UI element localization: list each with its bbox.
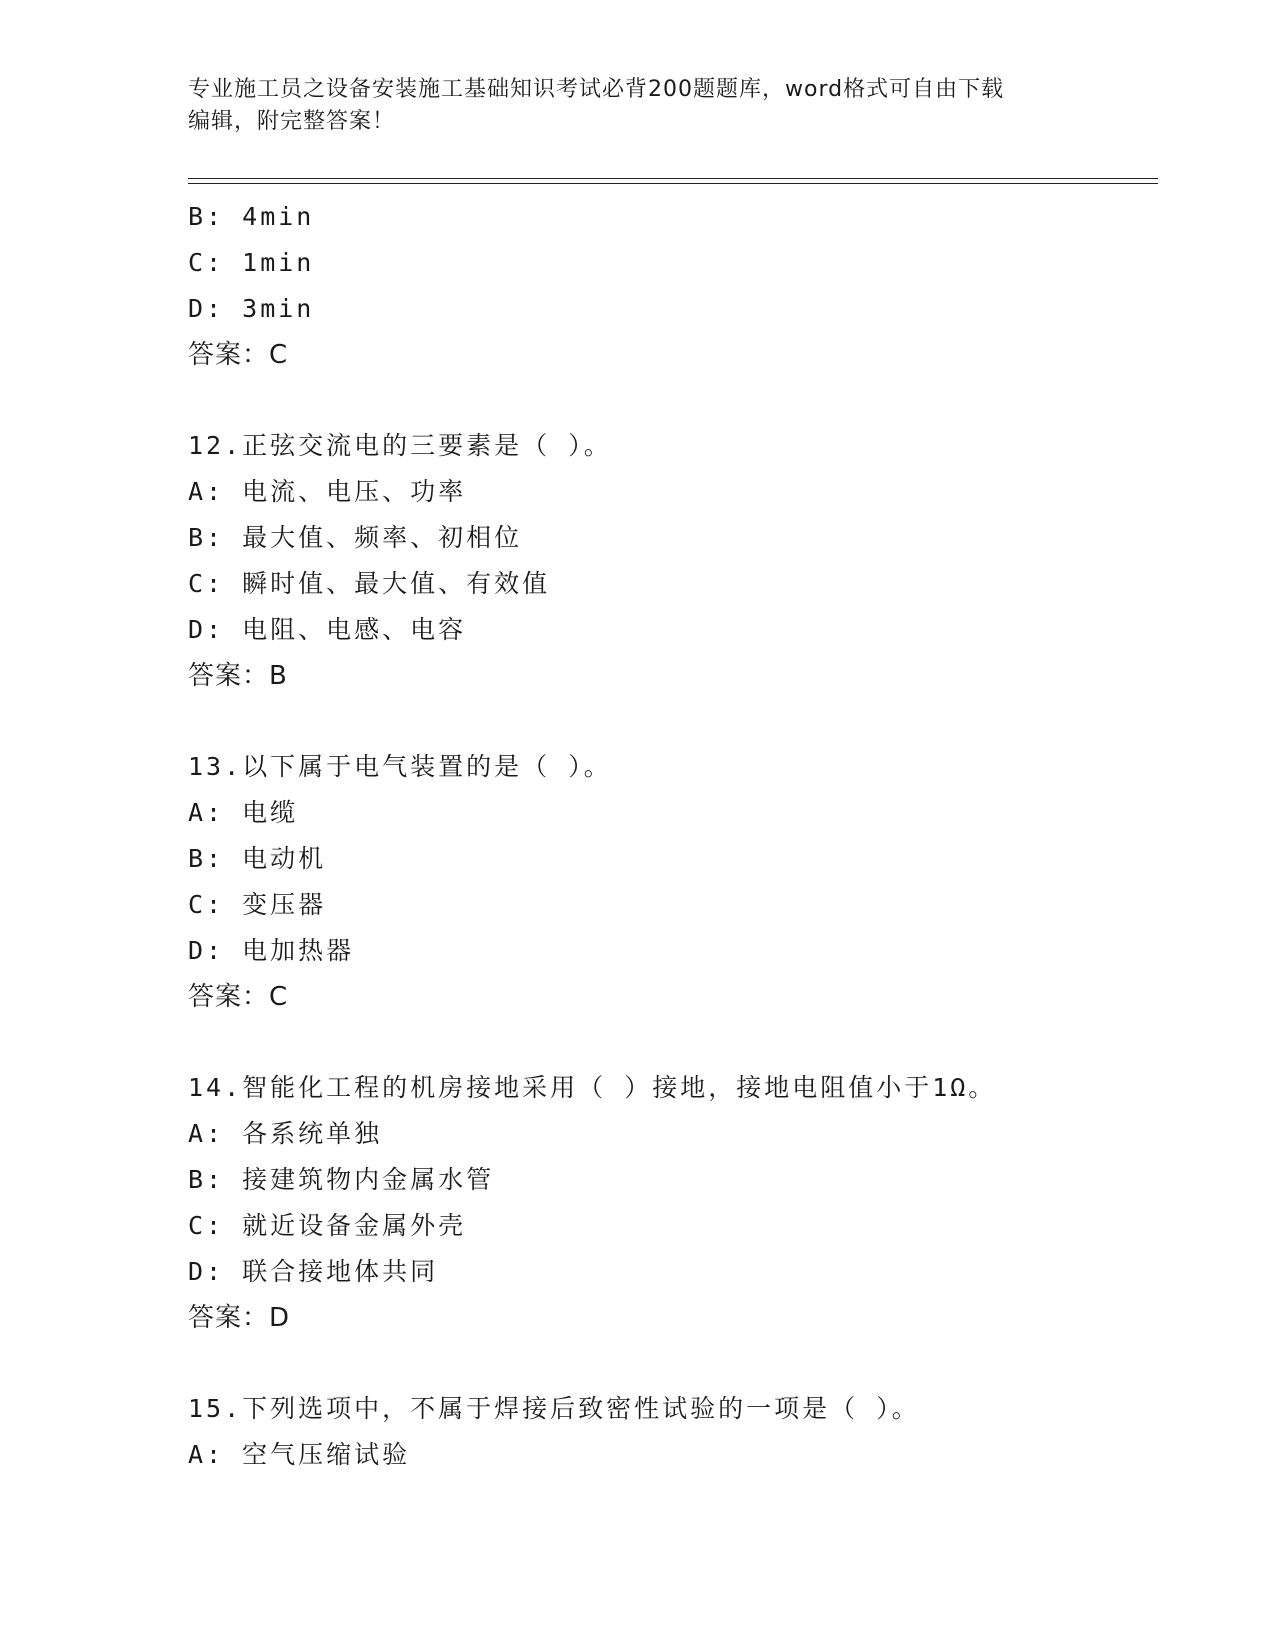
answer: 答案：B bbox=[188, 661, 288, 691]
answer: 答案：C bbox=[188, 982, 289, 1012]
option-b: B: 接建筑物内金属水管 bbox=[188, 1165, 495, 1194]
option-d: D: 电加热器 bbox=[188, 936, 355, 965]
question-text: 12.正弦交流电的三要素是（ ）。 bbox=[188, 431, 612, 460]
option-a: A: 电流、电压、功率 bbox=[188, 477, 467, 506]
question-list bbox=[188, 194, 1148, 1478]
option-d: D: 3min bbox=[188, 294, 315, 323]
question-text: 14.智能化工程的机房接地采用（ ）接地，接地电阻值小于1Ω。 bbox=[188, 1073, 997, 1102]
option-d: D: 联合接地体共同 bbox=[188, 1257, 439, 1286]
option-b: B: 4min bbox=[188, 202, 315, 231]
header-divider-top bbox=[188, 178, 1158, 179]
document-header bbox=[188, 74, 1068, 138]
question-15 bbox=[188, 1386, 1148, 1478]
option-d: D: 电阻、电感、电容 bbox=[188, 615, 467, 644]
option-a: A: 各系统单独 bbox=[188, 1119, 383, 1148]
option-a: A: 电缆 bbox=[188, 798, 299, 827]
option-c: C: 1min bbox=[188, 248, 315, 277]
option-a: A: 空气压缩试验 bbox=[188, 1440, 411, 1469]
option-c: C: 瞬时值、最大值、有效值 bbox=[188, 569, 551, 598]
option-b: B: 电动机 bbox=[188, 844, 327, 873]
question-text: 15.下列选项中，不属于焊接后致密性试验的一项是（ ）。 bbox=[188, 1394, 920, 1423]
question-text: 13.以下属于电气装置的是（ ）。 bbox=[188, 752, 612, 781]
header-line-2: 编辑，附完整答案！ bbox=[188, 109, 396, 134]
question-13 bbox=[188, 744, 1148, 1020]
question-11 bbox=[188, 194, 1148, 378]
option-c: C: 就近设备金属外壳 bbox=[188, 1211, 467, 1240]
header-line-1: 专业施工员之设备安装施工基础知识考试必背200题题库，word格式可自由下载 bbox=[188, 77, 1005, 102]
header-divider-bottom bbox=[188, 183, 1158, 184]
option-c: C: 变压器 bbox=[188, 890, 327, 919]
question-14 bbox=[188, 1065, 1148, 1341]
answer: 答案：D bbox=[188, 1303, 291, 1333]
option-b: B: 最大值、频率、初相位 bbox=[188, 523, 523, 552]
question-12 bbox=[188, 423, 1148, 699]
answer: 答案：C bbox=[188, 340, 289, 370]
